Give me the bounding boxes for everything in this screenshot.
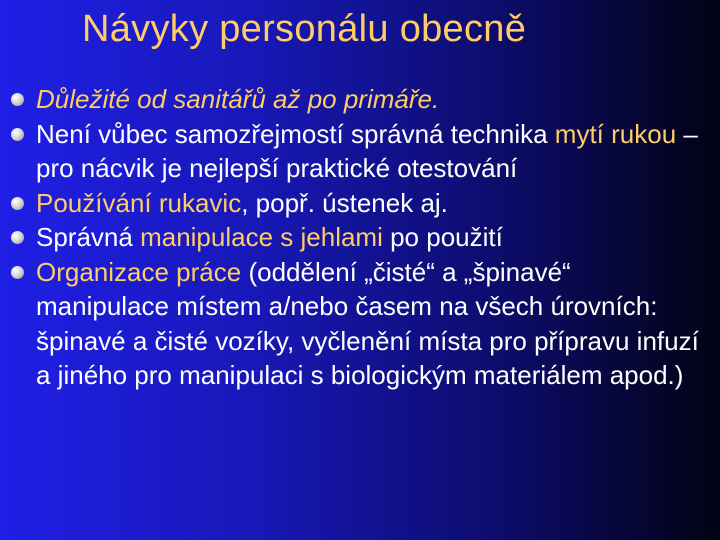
bullet-text: Správná <box>36 222 141 252</box>
bullet-item <box>10 117 700 186</box>
bullet-dot-icon <box>11 93 24 106</box>
bullet-text: – pro nácvik je nejlepší praktické otestování <box>36 118 698 183</box>
highlighted-text: Organizace práce <box>36 256 242 287</box>
highlighted-text: Důležité od sanitářů až po primáře. <box>36 84 440 114</box>
bullet-text: Není vůbec samozřejmostí správná technika <box>36 118 555 149</box>
bullet-dot-icon <box>11 197 24 210</box>
bullet-text: po použití <box>382 222 503 252</box>
bullet-item <box>10 186 700 221</box>
highlighted-text: Používání rukavic <box>36 187 242 218</box>
bullet-text: , popř. ústenek aj. <box>241 187 448 218</box>
bullet-dot-icon <box>11 128 24 141</box>
highlighted-text: mytí rukou <box>554 118 677 149</box>
bullet-dot-icon <box>11 231 24 244</box>
bullet-text: (oddělení „čisté“ a „špinavé“ manipulace místem a/nebo časem na všech úrovních: špinavé a čisté vozíky, vyčlenění místa pro přípravu infuzí a jiného pro manipulaci s biologickým materiálem apod.) <box>36 256 699 390</box>
bullet-list <box>10 82 700 393</box>
slide-title: Návyky personálu obecně <box>82 8 527 50</box>
highlighted-text: manipulace s jehlami <box>140 222 383 252</box>
bullet-item <box>10 82 700 117</box>
bullet-dot-icon <box>11 266 24 279</box>
bullet-item <box>10 255 700 393</box>
bullet-item <box>10 220 700 255</box>
